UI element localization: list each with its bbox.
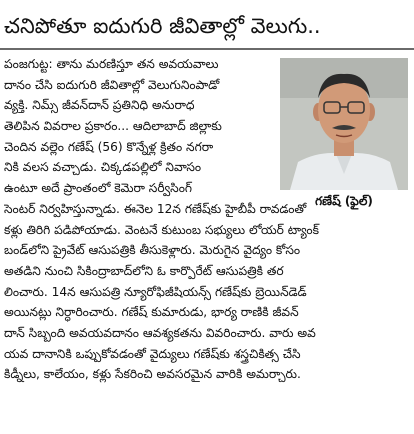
body-line: యవ దానానికి ఒప్పుకోవడంతో వైద్యులు గణేష్‌కు శస్త్రచికిత్స చేసి <box>4 346 301 361</box>
body-line: దానం చేసి ఐదుగురి జీవితాల్లో వెలుగునింపాడో <box>4 77 220 92</box>
headline-divider <box>0 48 414 50</box>
body-line: కిడ్నీలు, కాలేయం, కళ్లు సేకరించి అవసరమైన వారికి అమర్చారు. <box>4 367 301 382</box>
body-line: బండ్‌లోని ప్రైవేట్ ఆసుపత్రికి తీసుకెళ్లారు. మెరుగైన వైద్యం కోసం <box>4 243 301 258</box>
body-line: చెందిన వల్లెం గణేష్ (56) కొన్నేళ్ల క్రితం నగరా <box>4 139 214 154</box>
article-body <box>4 54 410 385</box>
body-line: లించారు. 14న ఆసుపత్రి న్యూరోఫిజీషియన్స్ గణేష్‌కు బ్రెయిన్‌డెడ్ <box>4 284 307 299</box>
body-line: పంజగుట్ట: తాను మరణిస్తూ తన అవయవాలు <box>4 57 219 71</box>
body-line: వ్యక్తి. నిమ్స్ జీవన్‌దాన్ ప్రతినిధి అనురాధ <box>4 98 195 113</box>
body-line: నికి వలస వచ్చాడు. చిక్కడపల్లిలో నివాసం <box>4 160 202 175</box>
body-line: ఉంటూ అదే ప్రాంతంలో కెమెరా సర్వీసింగ్ <box>4 181 192 196</box>
body-line: దాన్ సిబ్బంది అవయవదానం ఆవశ్యకతను వివరించారు. వారు అవ <box>4 325 316 340</box>
headline: చనిపోతూ ఐదుగురి జీవితాల్లో వెలుగు.. <box>4 14 321 38</box>
photo-caption: గణేష్ (ఫైల్) <box>315 194 373 208</box>
body-line: అయినట్లు నిర్ధారించారు. గణేష్ కుమారుడు, భార్య రాణికి జీవన్ <box>4 305 299 320</box>
body-line: కళ్లు తిరిగి పడిపోయాడు. వెంటనే కుటుంబ సభ్యులు లోయర్ ట్యాంక్ <box>4 222 319 237</box>
body-line: తెలిపిన వివరాల ప్రకారం... ఆదిలాబాద్ జిల్లాకు <box>4 119 222 134</box>
body-line: సెంటర్ నిర్వహిస్తున్నాడు. ఈనెల 12న గణేష్‌కు హైబీపీ రావడంతో <box>4 201 307 216</box>
body-line: అతడిని నుంచి సికింద్రాబాద్‌లోని ఓ కార్పొరేట్ ఆసుపత్రికి తర <box>4 263 284 278</box>
